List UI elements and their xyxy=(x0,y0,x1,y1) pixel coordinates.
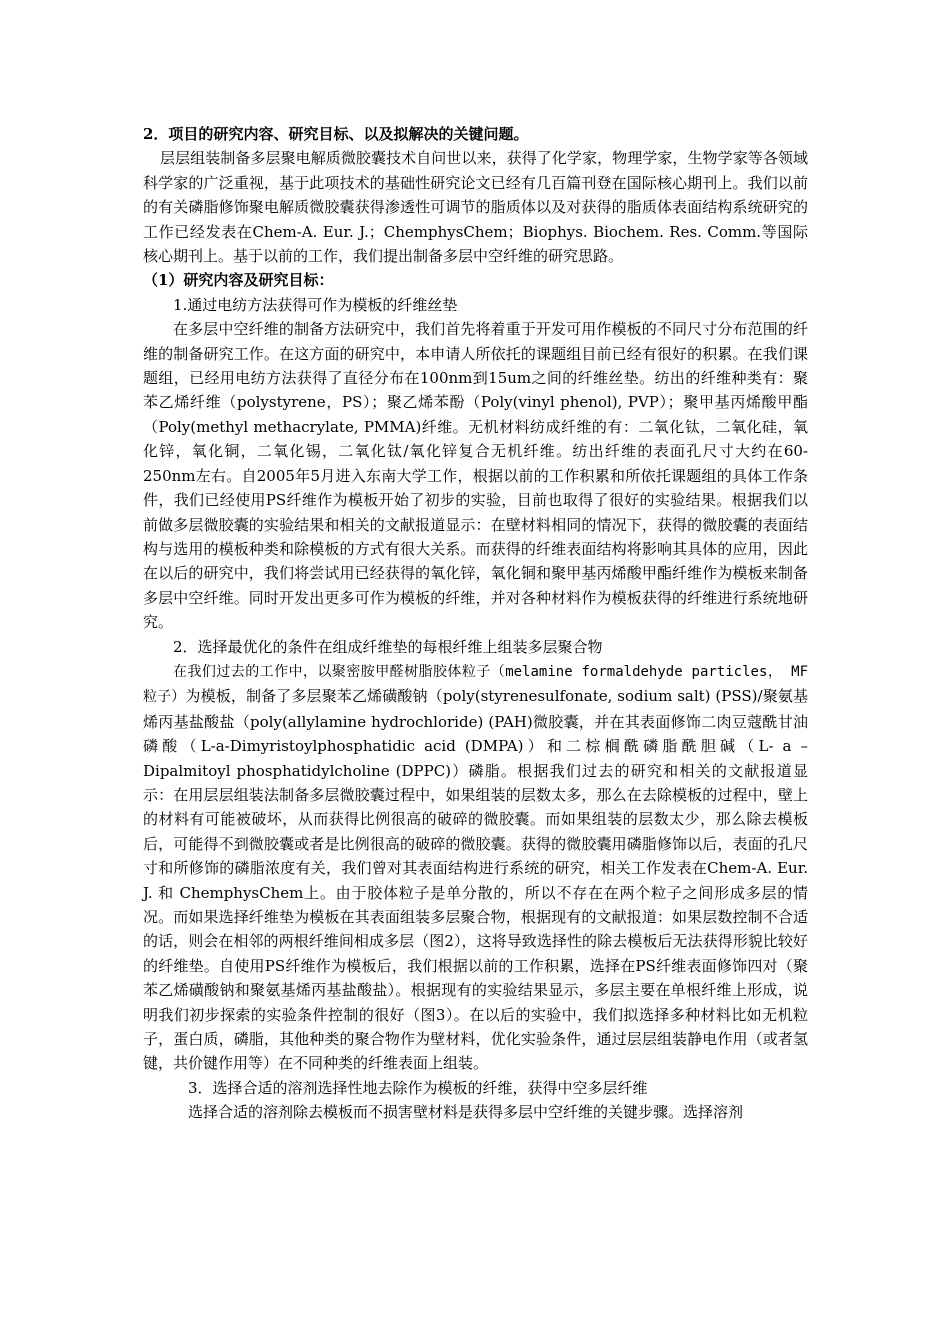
section-heading: 2．项目的研究内容、研究目标、以及拟解决的关键问题。 xyxy=(143,125,529,143)
item-1-paragraph: 在多层中空纤维的制备方法研究中，我们首先将着重于开发可用作模板的不同尺寸分布范围的纤维的制备研究工作。在这方面的研究中，本申请人所依托的课题组目前已经有很好的积累。在我们课题组，已经用电纺方法获得了直径分布在100nm到15um之间的纤维丝垫。纺出的纤维种类有：聚苯乙烯纤维（polystyrene，PS）；聚乙烯苯酚（Poly(vinyl phenol), PVP）；聚甲基丙烯酸甲酯（Poly(methyl methacrylate, PMMA)纤维。无机材料纺成纤维的有：二氧化钛，二氧化硅，氧化锌，氧化铜，二氧化锡，二氧化钛/氧化锌复合无机纤维。纺出纤维的表面孔尺寸大约在60-250nm左右。自2005年5月进入东南大学工作，根据以前的工作积累和所依托课题组的具体工作条件，我们已经使用PS纤维作为模板开始了初步的实验，目前也取得了很好的实验结果。根据我们以前做多层微胶囊的实验结果和相关的文献报道显示：在壁材料相同的情况下，获得的微胶囊的表面结构与选用的模板种类和除模板的方式有很大关系。而获得的纤维表面结构将影响其具体的应用，因此在以后的研究中，我们将尝试用已经获得的氧化锌，氧化铜和聚甲基丙烯酸甲酯纤维作为模板来制备多层中空纤维。同时开发出更多可作为模板的纤维，并对各种材料作为模板获得的纤维进行系统地研究。 xyxy=(143,320,808,632)
subsection-heading: （1）研究内容及研究目标： xyxy=(143,271,334,290)
item-3-title: 3．选择合适的溶剂选择性地去除作为模板的纤维，获得中空多层纤维 xyxy=(188,1078,648,1097)
item-3-paragraph: 选择合适的溶剂除去模板而不损害壁材料是获得多层中空纤维的关键步骤。选择溶剂 xyxy=(188,1103,744,1122)
item-2-lead-text: 在我们过去的工作中，以聚密胺甲醛树脂胶体粒子（melamine formaldehyde particles， MF 粒子） xyxy=(143,663,808,706)
document-body xyxy=(143,122,808,1125)
item-2-rest-text: 为模板，制备了多层聚苯乙烯磺酸钠（poly(styrenesulfonate, sodium salt) (PSS)/聚氨基烯丙基盐酸盐（poly(allylamine hydrochloride) (PAH)微胶囊，并在其表面修饰二肉豆蔻酰甘油磷酸（L-a-Dimyristoylphosphatidic acid (DMPA)）和二棕榈酰磷脂酰胆碱（L- a –Dipalmitoyl phosphatidylcholine (DPPC)）磷脂。根据我们过去的研究和相关的文献报道显示：在用层层组装法制备多层微胶囊过程中，如果组装的层数太多，那么在去除模板的过程中，壁上的材料有可能被破坏，从而获得比例很高的破碎的微胶囊。而如果组装的层数太少，那么除去模板后，可能得不到微胶囊或者是比例很高的破碎的微胶囊。获得的微胶囊用磷脂修饰以后，表面的孔尺寸和所修饰的磷脂浓度有关，我们曾对其表面结构进行系统的研究，相关工作发表在Chem-A. Eur. J. 和 ChemphysChem上。由于胶体粒子是单分散的，所以不存在在两个粒子之间形成多层的情况。而如果选择纤维垫为模板在其表面组装多层聚合物，根据现有的文献报道：如果层数控制不合适的话，则会在相邻的两根纤维间相成多层（图2），这将导致选择性的除去模板后无法获得形貌比较好的纤维垫。自使用PS纤维作为模板后，我们根据以前的工作积累，选择在PS纤维表面修饰四对（聚苯乙烯磺酸钠和聚氨基烯丙基盐酸盐）。根据现有的实验结果显示，多层主要在单根纤维上形成，说明我们初步探索的实验条件控制的很好（图3）。在以后的实验中，我们拟选择多种材料比如无机粒子，蛋白质，磷脂，其他种类的聚合物作为壁材料，优化实验条件，通过层层组装静电作用（或者氢键，共价键作用等）在不同种类的纤维表面上组装。 xyxy=(143,687,808,1073)
intro-paragraph: 层层组装制备多层聚电解质微胶囊技术自问世以来，获得了化学家，物理学家，生物学家等各领域科学家的广泛重视，基于此项技术的基础性研究论文已经有几百篇刊登在国际核心期刊上。我们以前的有关磷脂修饰聚电解质微胶囊获得渗透性可调节的脂质体以及对获得的脂质体表面结构系统研究的工作已经发表在Chem-A. Eur. J.；ChemphysChem；Biophys. Biochem. Res. Comm.等国际核心期刊上。基于以前的工作，我们提出制备多层中空纤维的研究思路。 xyxy=(143,149,808,266)
item-2-paragraph xyxy=(143,659,808,1076)
item-2-title: 2．选择最优化的条件在组成纤维垫的每根纤维上组装多层聚合物 xyxy=(173,637,603,656)
item-1-title: 1.通过电纺方法获得可作为模板的纤维丝垫 xyxy=(173,295,458,314)
